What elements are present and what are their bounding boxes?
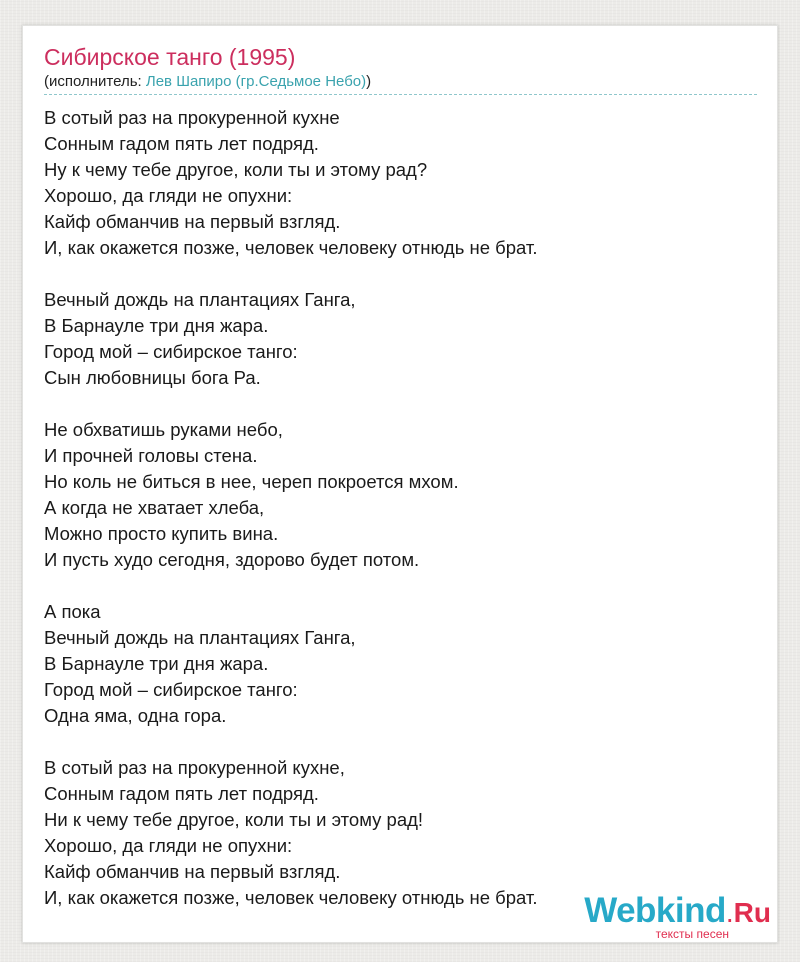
performer-suffix: ) <box>366 73 372 90</box>
webkind-logo <box>584 891 771 941</box>
lyric-line: В Барнауле три дня жара. <box>44 315 269 336</box>
lyric-line: Сонным гадом пять лет подряд. <box>44 133 319 154</box>
lyric-line: Кайф обманчив на первый взгляд. <box>44 861 341 882</box>
lyric-line: Не обхватишь руками небо, <box>44 419 283 440</box>
lyric-line: Ни к чему тебе другое, коли ты и этому рад! <box>44 809 424 830</box>
lyric-line: Вечный дождь на плантациях Ганга, <box>44 627 356 648</box>
lyric-line: Хорошо, да гляди не опухни: <box>44 835 293 856</box>
stanza <box>44 755 754 911</box>
lyric-line: В сотый раз на прокуренной кухне <box>44 107 340 128</box>
lyric-line: Сонным гадом пять лет подряд. <box>44 783 319 804</box>
lyric-line: Город мой – сибирское танго: <box>44 679 298 700</box>
lyric-line: И, как окажется позже, человек человеку отнюдь не брат. <box>44 237 538 258</box>
lyric-line: Вечный дождь на плантациях Ганга, <box>44 289 356 310</box>
logo-brand: Webkind <box>584 891 726 930</box>
lyric-line: В сотый раз на прокуренной кухне, <box>44 757 345 778</box>
performer-link[interactable]: Лев Шапиро (гр.Седьмое Небо) <box>145 73 367 90</box>
lyric-line: И, как окажется позже, человек человеку отнюдь не брат. <box>44 887 538 908</box>
stanza <box>44 105 754 261</box>
performer-line <box>44 72 371 92</box>
stanza <box>44 287 754 391</box>
logo-dot: . <box>725 897 734 928</box>
lyric-line: Можно просто купить вина. <box>44 523 279 544</box>
stanza <box>44 599 754 729</box>
lyric-line: Хорошо, да гляди не опухни: <box>44 185 293 206</box>
logo-tagline: тексты песен <box>655 927 729 941</box>
lyrics-card <box>22 25 778 943</box>
lyric-line: Одна яма, одна гора. <box>44 705 227 726</box>
song-title: Сибирское танго (1995) <box>44 44 296 70</box>
lyric-line: А когда не хватает хлеба, <box>44 497 265 518</box>
lyric-line: И пусть худо сегодня, здорово будет потом. <box>44 549 420 570</box>
lyrics-body <box>44 105 754 937</box>
lyric-line: В Барнауле три дня жара. <box>44 653 269 674</box>
lyric-line: Сын любовницы бога Ра. <box>44 367 261 388</box>
lyric-line: Кайф обманчив на первый взгляд. <box>44 211 341 232</box>
logo-tld: Ru <box>733 897 771 928</box>
lyric-line: Но коль не биться в нее, череп покроется мхом. <box>44 471 459 492</box>
dashed-divider <box>44 94 757 95</box>
lyric-line: А пока <box>44 601 101 622</box>
performer-prefix: (исполнитель: <box>44 73 146 90</box>
lyric-line: И прочней головы стена. <box>44 445 258 466</box>
lyric-line: Город мой – сибирское танго: <box>44 341 298 362</box>
lyric-line: Ну к чему тебе другое, коли ты и этому рад? <box>44 159 428 180</box>
stanza <box>44 417 754 573</box>
